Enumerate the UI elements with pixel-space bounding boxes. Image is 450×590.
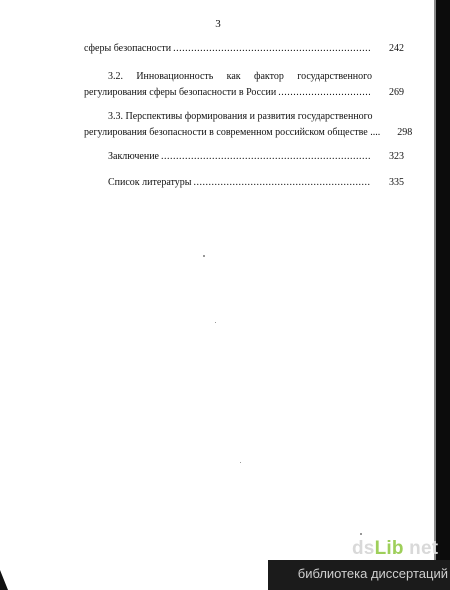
scan-corner-bottom-left — [0, 570, 8, 590]
toc-entry-page: 269 — [389, 87, 404, 98]
toc-entry-title-line-2: регулирования безопасности в современном российском обществе .... — [84, 127, 381, 138]
scan-speck — [240, 462, 241, 463]
toc-entry-title: Список литературы — [108, 177, 192, 188]
toc-entry-title: Заключение — [108, 151, 159, 162]
watermark-logo-lib: Lib — [374, 538, 404, 559]
toc-entry-page: 242 — [389, 43, 404, 54]
page-number: 3 — [215, 18, 221, 30]
toc-entry-title: сферы безопасности — [84, 43, 172, 54]
toc-leader-dots — [161, 150, 370, 164]
toc-entry-page: 335 — [389, 177, 404, 188]
toc-entry-page: 323 — [389, 151, 404, 162]
scan-edge-right — [436, 0, 450, 590]
toc-entry-title-line-1: 3.3. Перспективы формирования и развития государственного — [108, 111, 373, 122]
watermark — [278, 538, 450, 590]
toc-entry — [84, 110, 413, 140]
toc-leader-dots — [193, 176, 370, 190]
watermark-subtitle: библиотека диссертаций — [297, 566, 448, 581]
toc-entry-title-line-2: регулирования сферы безопасности в России — [84, 87, 277, 98]
toc-entry — [108, 150, 404, 164]
scan-speck — [360, 533, 362, 535]
scan-edge-right-shadow — [434, 0, 436, 590]
toc-entry-title-line-1: 3.2. Инновационность как фактор государственного — [108, 71, 372, 82]
toc-entry — [84, 70, 404, 100]
toc-entry-page: 298 — [397, 127, 413, 138]
watermark-logo-dot: . — [403, 538, 410, 559]
scan-speck — [203, 255, 205, 257]
toc-leader-dots — [278, 86, 370, 100]
watermark-logo-ds: ds — [352, 538, 375, 559]
toc-entry — [108, 176, 404, 190]
watermark-logo — [352, 538, 438, 560]
toc-leader-dots — [173, 42, 370, 56]
scan-speck — [215, 322, 216, 323]
toc-entry — [84, 42, 404, 56]
watermark-logo-net: net — [409, 538, 439, 559]
